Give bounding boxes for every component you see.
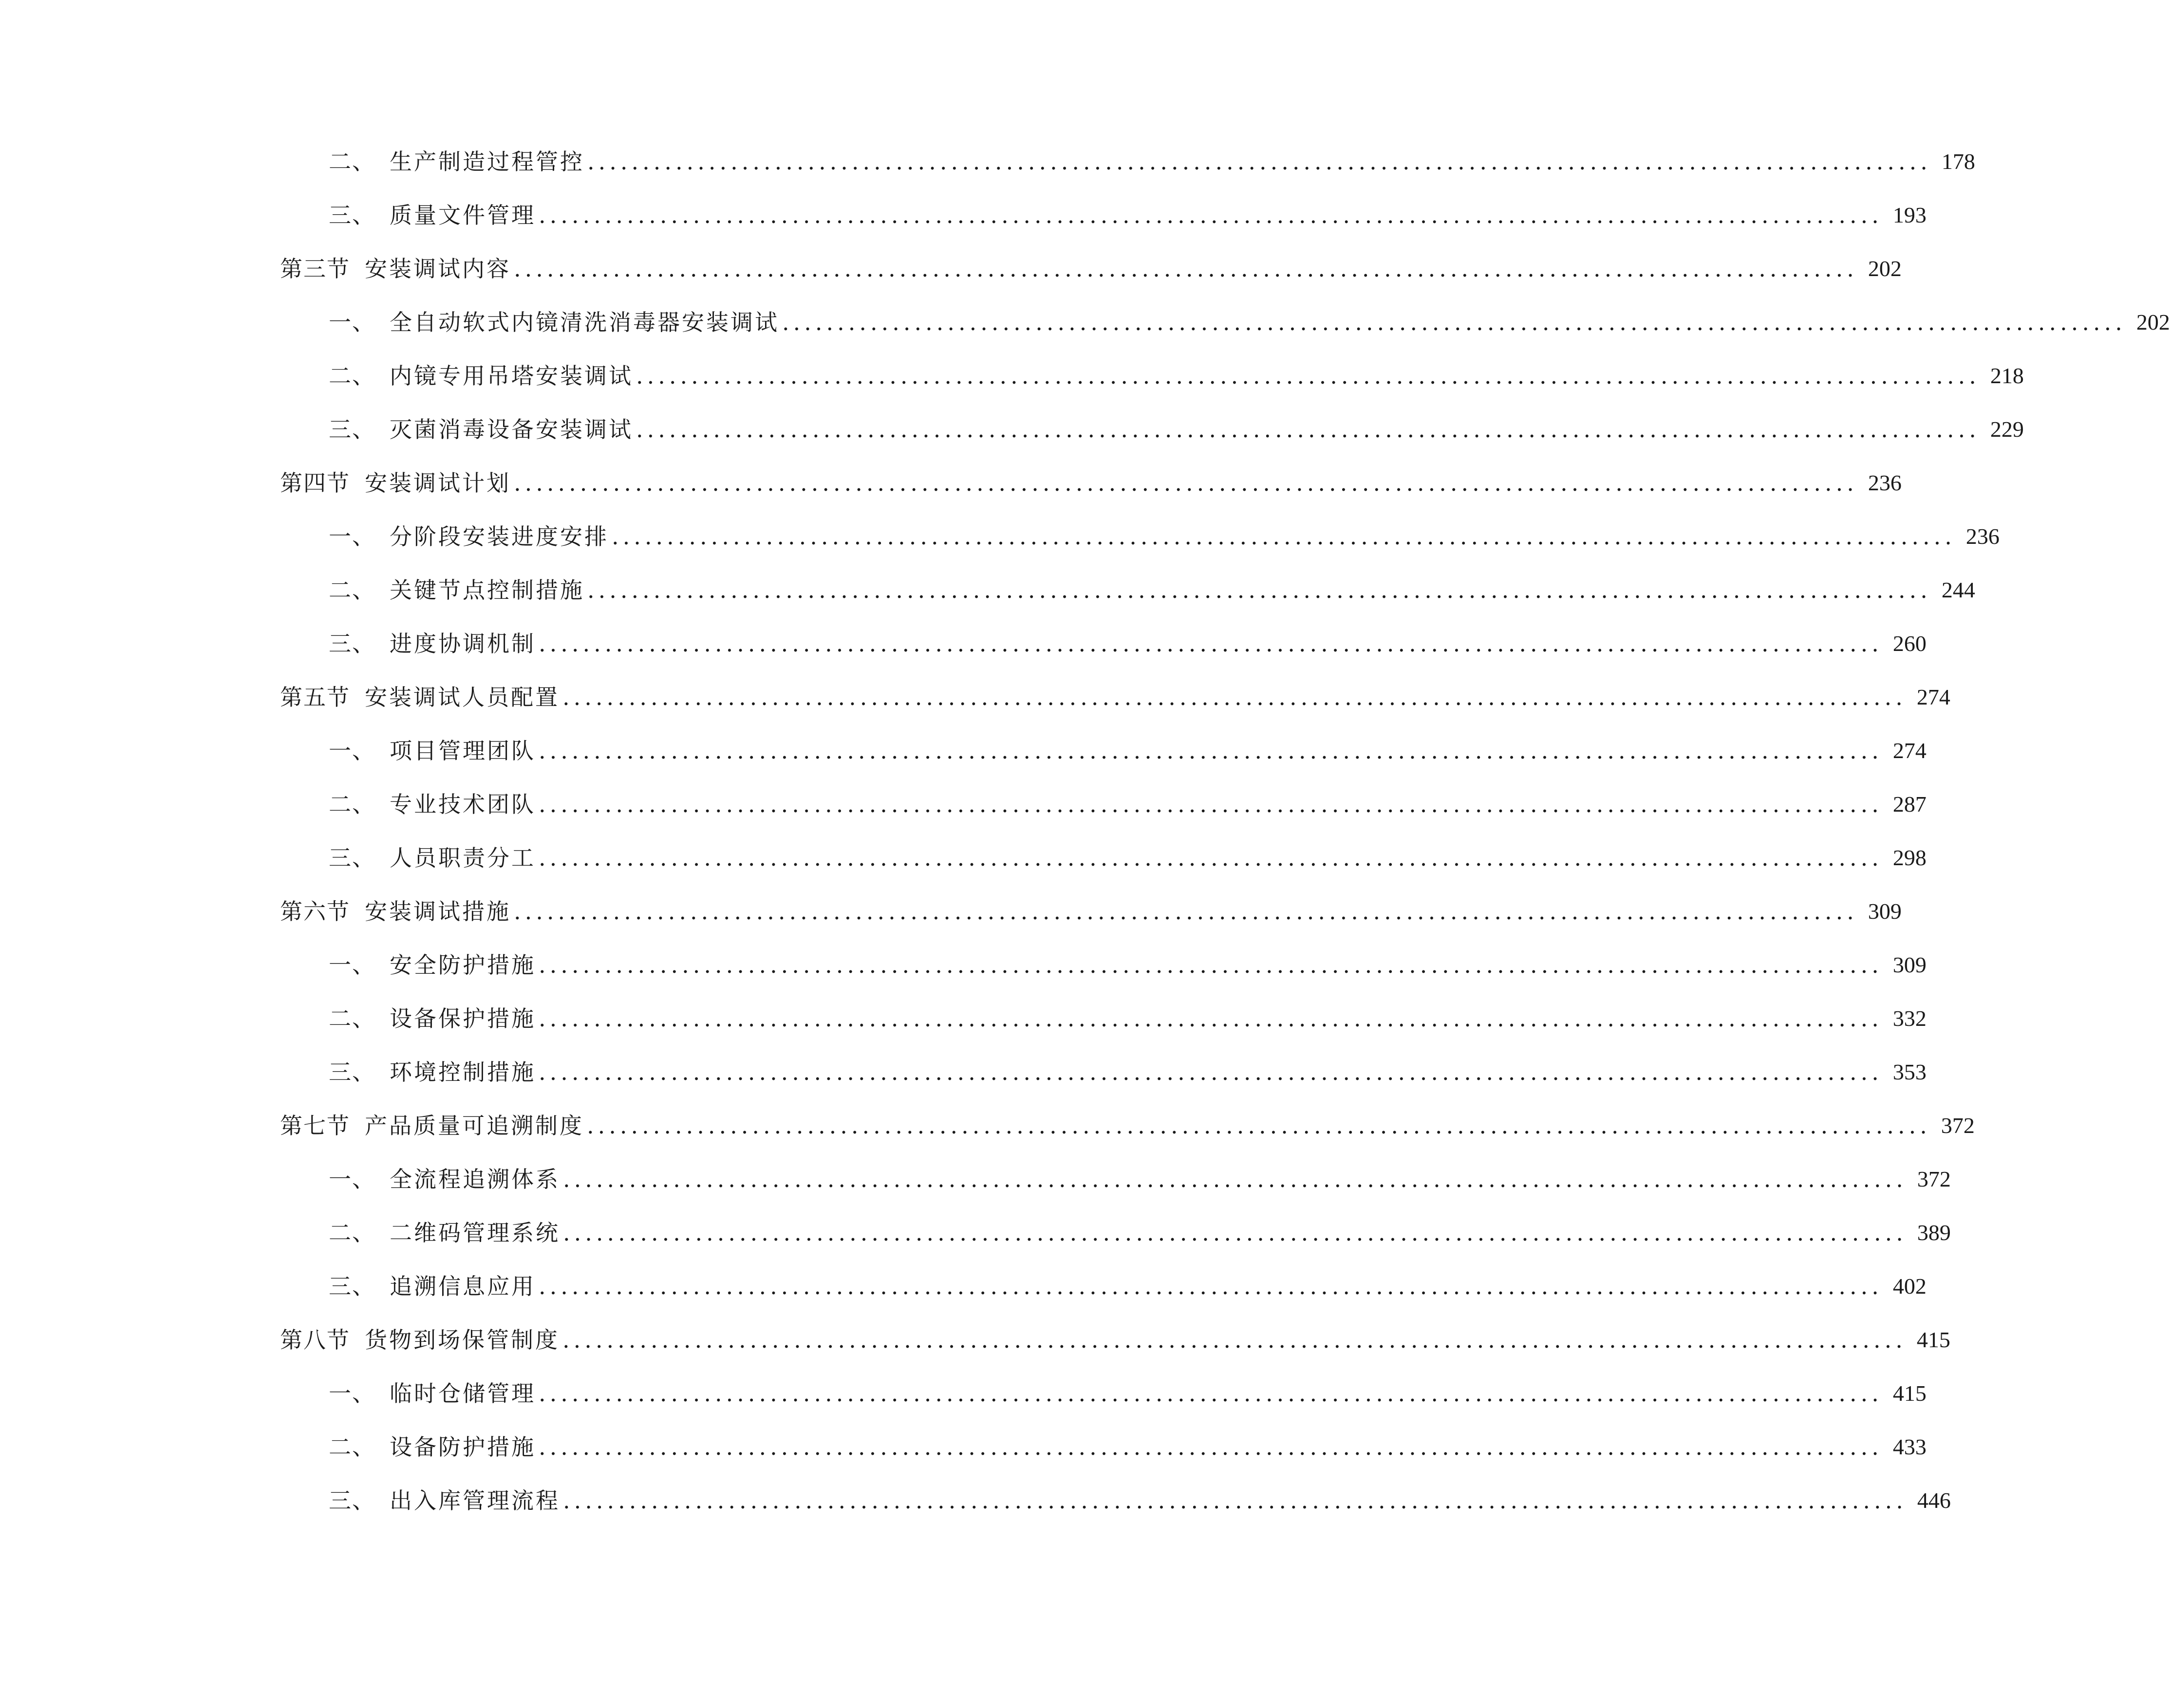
toc-leader-dots: .......................................................................................................................... [514,470,1858,496]
toc-entry-title: 分阶段安装进度安排 [390,523,609,550]
toc-leader-dots: .......................................................................................................................... [562,1327,1907,1353]
toc-leader-dots: .......................................................................................................................... [539,1059,1883,1085]
toc-section-page: 236 [1868,470,1902,495]
toc-entry-page: 389 [1917,1220,1951,1245]
toc-entry-page: 202 [2136,310,2170,334]
toc-entry-page: 298 [1892,845,1927,870]
toc-section[interactable] [280,1320,1950,1359]
toc-section-page: 415 [1916,1327,1950,1352]
toc-entry-page: 332 [1892,1006,1927,1031]
toc-section-number: 第七节 [280,1113,350,1139]
toc-entry-number: 三、 [329,416,375,443]
toc-entry-title: 设备保护措施 [390,1005,536,1032]
toc-leader-dots: .......................................................................................................................... [612,523,1956,550]
toc-entry-page: 229 [1990,417,2024,442]
toc-entry-number: 三、 [329,202,375,228]
toc-section[interactable] [280,464,1902,502]
toc-leader-dots: .......................................................................................................................... [514,256,1858,282]
toc-entry-page: 287 [1892,792,1927,817]
toc-section[interactable] [280,249,1902,288]
toc-entry[interactable] [329,410,2024,449]
toc-entry-number: 三、 [329,845,375,871]
toc-section-title: 安装调试计划 [365,470,511,496]
toc-section-page: 309 [1868,899,1902,924]
toc-leader-dots: .......................................................................................................................... [587,577,1931,603]
toc-entry[interactable] [329,356,2024,395]
toc-entry-title: 全流程追溯体系 [390,1166,560,1192]
toc-leader-dots: .......................................................................................................................... [539,1434,1883,1460]
toc-leader-dots: .......................................................................................................................... [539,1380,1883,1407]
toc-entry-title: 专业技术团队 [390,791,536,817]
toc-leader-dots: .......................................................................................................................... [563,1220,1907,1246]
toc-entry[interactable] [329,303,2170,342]
toc-section-number: 第六节 [280,898,350,925]
toc-entry-page: 236 [1965,524,2000,549]
toc-section[interactable] [280,678,1950,717]
toc-entry-title: 环境控制措施 [390,1059,536,1085]
toc-entry[interactable] [329,1053,1927,1092]
toc-entry-title: 灭菌消毒设备安装调试 [390,416,633,443]
toc-entry[interactable] [329,838,1927,877]
toc-leader-dots: .......................................................................................................................... [539,845,1883,871]
toc-entry-number: 一、 [329,1380,375,1407]
toc-entry-title: 内镜专用吊塔安装调试 [390,363,633,389]
toc-entry-title: 全自动软式内镜清洗消毒器安装调试 [390,309,779,335]
toc-entry-title: 质量文件管理 [390,202,536,228]
toc-section[interactable] [280,1106,1975,1145]
toc-entry-title: 项目管理团队 [390,738,536,764]
toc-section-page: 202 [1868,256,1902,281]
toc-entry-page: 353 [1892,1059,1927,1084]
toc-entry[interactable] [329,1267,1927,1306]
toc-section[interactable] [280,892,1902,931]
toc-entry[interactable] [329,571,1975,610]
toc-entry-number: 二、 [329,1005,375,1032]
toc-entry-number: 一、 [329,523,375,550]
toc-entry-page: 218 [1990,363,2024,388]
toc-entry-number: 二、 [329,791,375,817]
toc-entry-page: 433 [1892,1434,1927,1459]
toc-entry-page: 193 [1892,203,1927,227]
toc-entry[interactable] [329,946,1927,984]
toc-leader-dots: .......................................................................................................................... [636,363,1980,389]
toc-leader-dots: .......................................................................................................................... [636,416,1980,443]
toc-entry-number: 二、 [329,577,375,603]
toc-entry-title: 关键节点控制措施 [390,577,584,603]
toc-leader-dots: .......................................................................................................................... [562,684,1907,710]
toc-entry-number: 一、 [329,738,375,764]
toc-leader-dots: .......................................................................................................................... [539,1273,1883,1300]
toc-entry-number: 二、 [329,149,375,175]
toc-section-page: 274 [1916,685,1950,709]
toc-section-number: 第三节 [280,256,350,282]
toc-leader-dots: .......................................................................................................................... [539,1005,1883,1032]
toc-leader-dots: .......................................................................................................................... [563,1487,1907,1514]
toc-entry-title: 追溯信息应用 [390,1273,536,1300]
toc-entry[interactable] [329,1213,1951,1252]
toc-entry-title: 生产制造过程管控 [390,149,584,175]
toc-section-number: 第四节 [280,470,350,496]
toc-entry-number: 三、 [329,1059,375,1085]
toc-entry-number: 三、 [329,1487,375,1514]
toc-entry-page: 274 [1892,738,1927,763]
toc-entry-title: 出入库管理流程 [390,1487,560,1514]
toc-section-title: 安装调试措施 [365,898,511,925]
toc-leader-dots: .......................................................................................................................... [539,202,1883,228]
toc-entry-title: 临时仓储管理 [390,1380,536,1407]
toc-entry[interactable] [329,1160,1951,1199]
toc-entry-title: 人员职责分工 [390,845,536,871]
toc-entry-page: 446 [1917,1488,1951,1513]
toc-leader-dots: .......................................................................................................................... [563,1166,1907,1192]
toc-entry[interactable] [329,142,1975,181]
toc-entry-number: 二、 [329,363,375,389]
toc-section-title: 安装调试内容 [365,256,511,282]
toc-section-page: 372 [1941,1113,1975,1138]
toc-leader-dots: .......................................................................................................................... [539,738,1883,764]
toc-section-number: 第五节 [280,684,350,710]
toc-entry-page: 178 [1941,149,1975,174]
toc-entry-page: 415 [1892,1381,1927,1406]
toc-entry[interactable] [329,785,1927,824]
toc-section-title: 安装调试人员配置 [365,684,560,710]
toc-leader-dots: .......................................................................................................................... [587,149,1931,175]
toc-section-title: 产品质量可追溯制度 [365,1113,584,1139]
toc-leader-dots: .......................................................................................................................... [587,1113,1931,1139]
toc-entry-page: 244 [1941,577,1975,602]
toc-entry-page: 260 [1892,631,1927,656]
toc-entry-page: 309 [1892,952,1927,977]
toc-entry-number: 三、 [329,631,375,657]
toc-leader-dots: .......................................................................................................................... [514,898,1858,925]
toc-leader-dots: .......................................................................................................................... [539,952,1883,978]
toc-entry[interactable] [329,624,1927,663]
toc-entry-title: 进度协调机制 [390,631,536,657]
toc-entry-number: 一、 [329,952,375,978]
toc-entry-number: 一、 [329,1166,375,1192]
toc-entry[interactable] [329,1481,1951,1520]
toc-leader-dots: .......................................................................................................................... [539,631,1883,657]
toc-entry-number: 二、 [329,1220,375,1246]
toc-entry[interactable] [329,1374,1927,1413]
toc-entry[interactable] [329,999,1927,1038]
toc-entry-number: 一、 [329,309,375,335]
toc-entry[interactable] [329,1428,1927,1467]
toc-entry-title: 安全防护措施 [390,952,536,978]
toc-entry[interactable] [329,196,1927,235]
toc-entry-number: 二、 [329,1434,375,1460]
toc-entry[interactable] [329,731,1927,770]
toc-leader-dots: .......................................................................................................................... [539,791,1883,817]
toc-entry-page: 372 [1917,1167,1951,1191]
toc-entry[interactable] [329,517,2000,556]
toc-entry-number: 三、 [329,1273,375,1300]
toc-leader-dots: .......................................................................................................................... [782,309,2126,335]
toc-entry-title: 设备防护措施 [390,1434,536,1460]
toc-entry-title: 二维码管理系统 [390,1220,560,1246]
toc-entry-page: 402 [1892,1274,1927,1299]
toc-section-number: 第八节 [280,1327,350,1353]
toc-section-title: 货物到场保管制度 [365,1327,560,1353]
